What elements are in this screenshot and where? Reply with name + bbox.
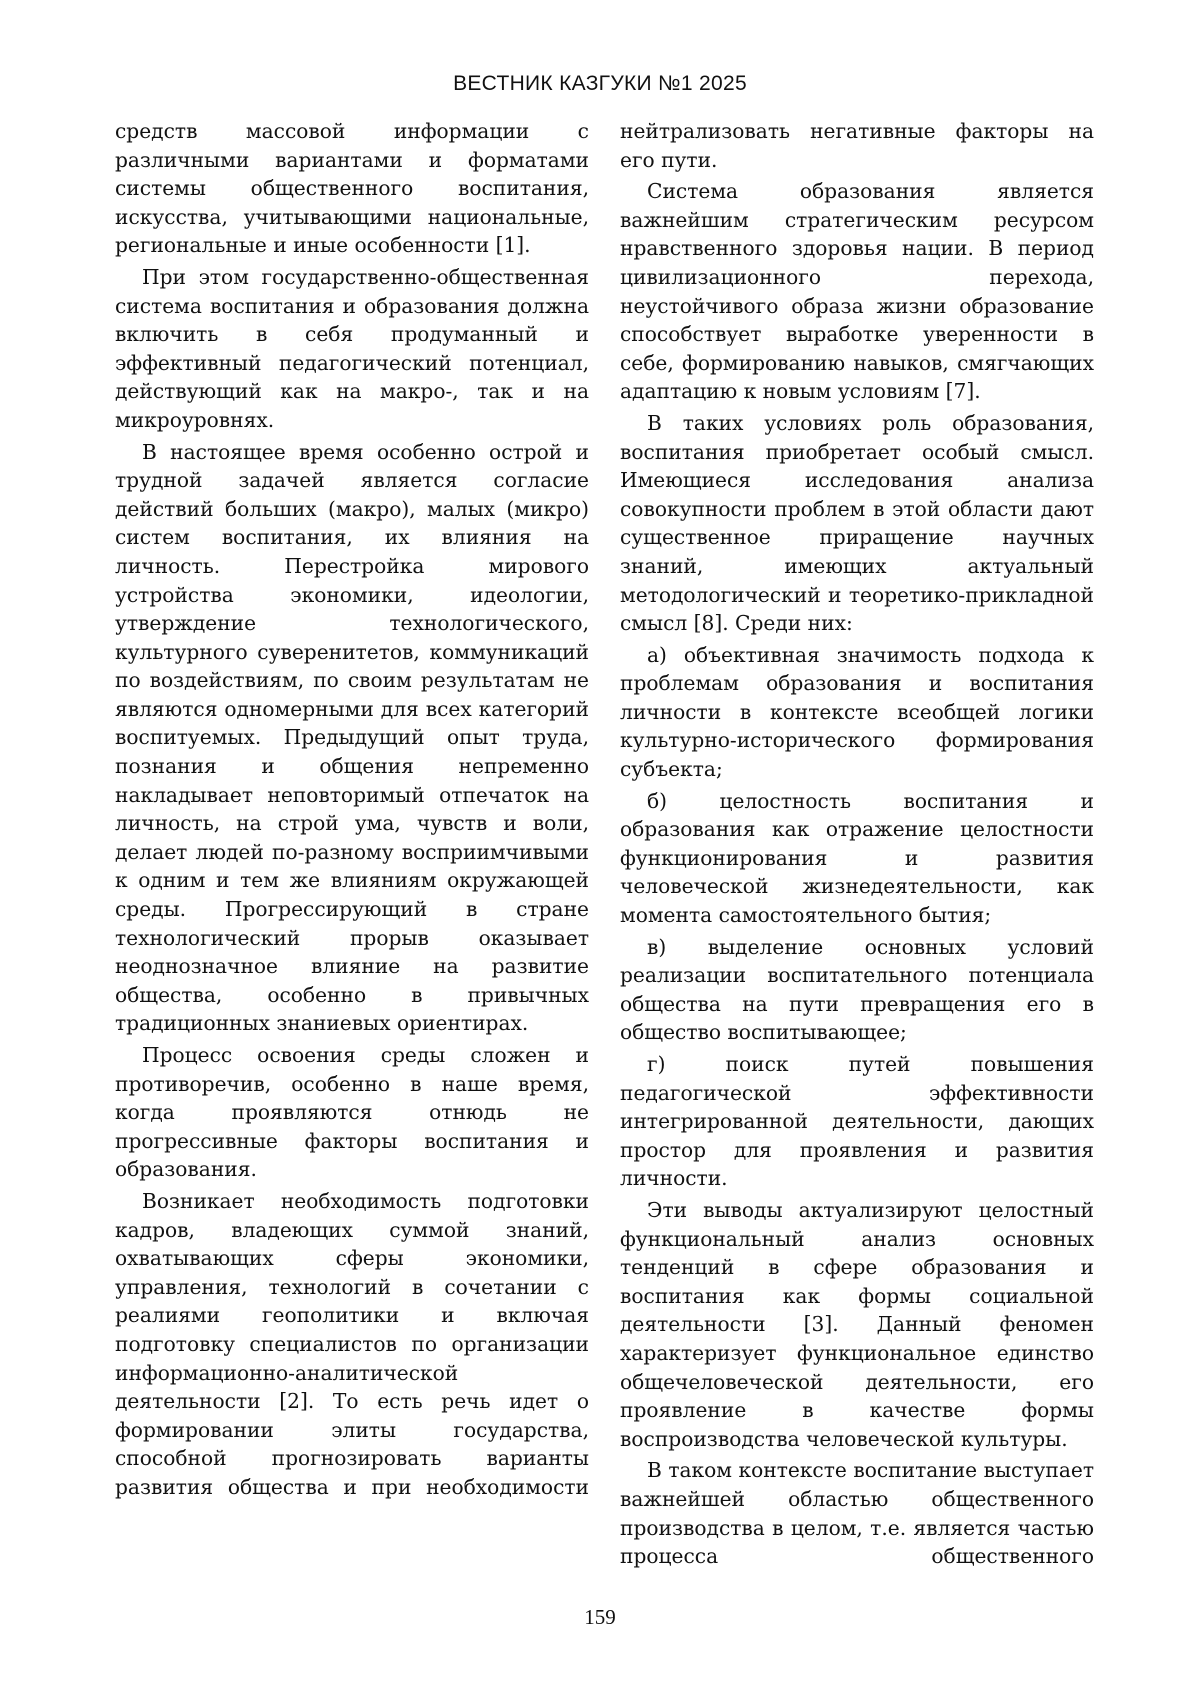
- running-header: ВЕСТНИК КАЗГУКИ №1 2025: [453, 72, 747, 95]
- paragraph: При этом государственно-общественная система воспитания и образования должна включить в себя продуманный и эффективный педагогический потенциал, действующий как на макро-, так и на микроуровнях.: [115, 264, 589, 432]
- paragraph: Эти выводы актуализируют целостный функциональный анализ основных тенденций в сфере образования и воспитания как формы социальной деятельности [3]. Данный феномен характеризует функциональное единство общечеловеческой деятельности, его проявление в качестве формы воспроизводства человеческой культуры.: [620, 1197, 1094, 1451]
- paragraph: Процесс освоения среды сложен и противоречив, особенно в наше время, когда проявляются отнюдь не прогрессивные факторы воспитания и образования.: [115, 1043, 589, 1182]
- paragraph: Возникает необходимость подготовки кадров, владеющих суммой знаний, охватывающих сферы экономики, управления, технологий в сочетании с реалиями геополитики и включая подготовку специалистов по организации информационно-аналитической деятельности [2]. То есть речь идет о формировании элиты государства, способной прогнозировать варианты развития общества и при необходимости: [115, 1188, 589, 1499]
- paragraph: В настоящее время особенно острой и трудной задачей является согласие действий больших (макро), малых (микро) систем воспитания, их влияния на личность. Перестройка мирового устройства экономики, идеологии, утверждение технологического, культурного суверенитетов, коммуникаций по воздействиям, по своим результатам не являются одномерными для всех категорий воспитуемых. Предыдущий опыт труда, познания и общения непременно накладывает неповторимый отпечаток на личность, на строй ума, чувств и воли, делает людей по-разному восприимчивыми к одним и тем же влияниям окружающей среды. Прогрессирующий в стране технологический прорыв оказывает неоднозначное влияние на развитие общества, особенно в привычных традиционных знаниевых ориентирах.: [115, 439, 589, 1036]
- paragraph: В таком контексте воспитание выступает важнейшей областью общественного производства в целом, т.е. является частью процесса общественного: [620, 1458, 1094, 1569]
- paragraph: В таких условиях роль образования, воспитания приобретает особый смысл. Имеющиеся исследования анализа совокупности проблем в этой области дают существенное приращение научных знаний, имеющих актуальный методологический и теоретико-прикладной смысл [8]. Среди них:: [620, 410, 1094, 636]
- paragraph: нейтрализовать негативные факторы на его пути.: [620, 119, 1094, 172]
- paragraph: Система образования является важнейшим стратегическим ресурсом нравственного здоровья нации. В период цивилизационного перехода, неустойчивого образа жизни образование способствует выработке уверенности в себе, формированию навыков, смягчающих адаптацию к новым условиям [7].: [620, 179, 1094, 404]
- list-item: а) объективная значимость подхода к проблемам образования и воспитания личности в контексте всеобщей логики культурно-исторического формирования субъекта;: [620, 642, 1094, 782]
- page-number: 159: [584, 1605, 616, 1629]
- list-item: б) целостность воспитания и образования как отражение целостности функционирования и развития человеческой жизнедеятельности, как момента самостоятельного бытия;: [620, 788, 1094, 928]
- paragraph: средств массовой информации с различными вариантами и форматами системы общественного воспитания, искусства, учитывающими национальные, региональные и иные особенности [1].: [115, 119, 589, 258]
- list-item: в) выделение основных условий реализации воспитательного потенциала общества на пути превращения его в общество воспитывающее;: [620, 934, 1094, 1045]
- list-item: г) поиск путей повышения педагогической эффективности интегрированной деятельности, дающих простор для проявления и развития личности.: [620, 1052, 1094, 1191]
- left-text-column: [115, 117, 589, 1505]
- right-text-column: [620, 117, 1094, 1574]
